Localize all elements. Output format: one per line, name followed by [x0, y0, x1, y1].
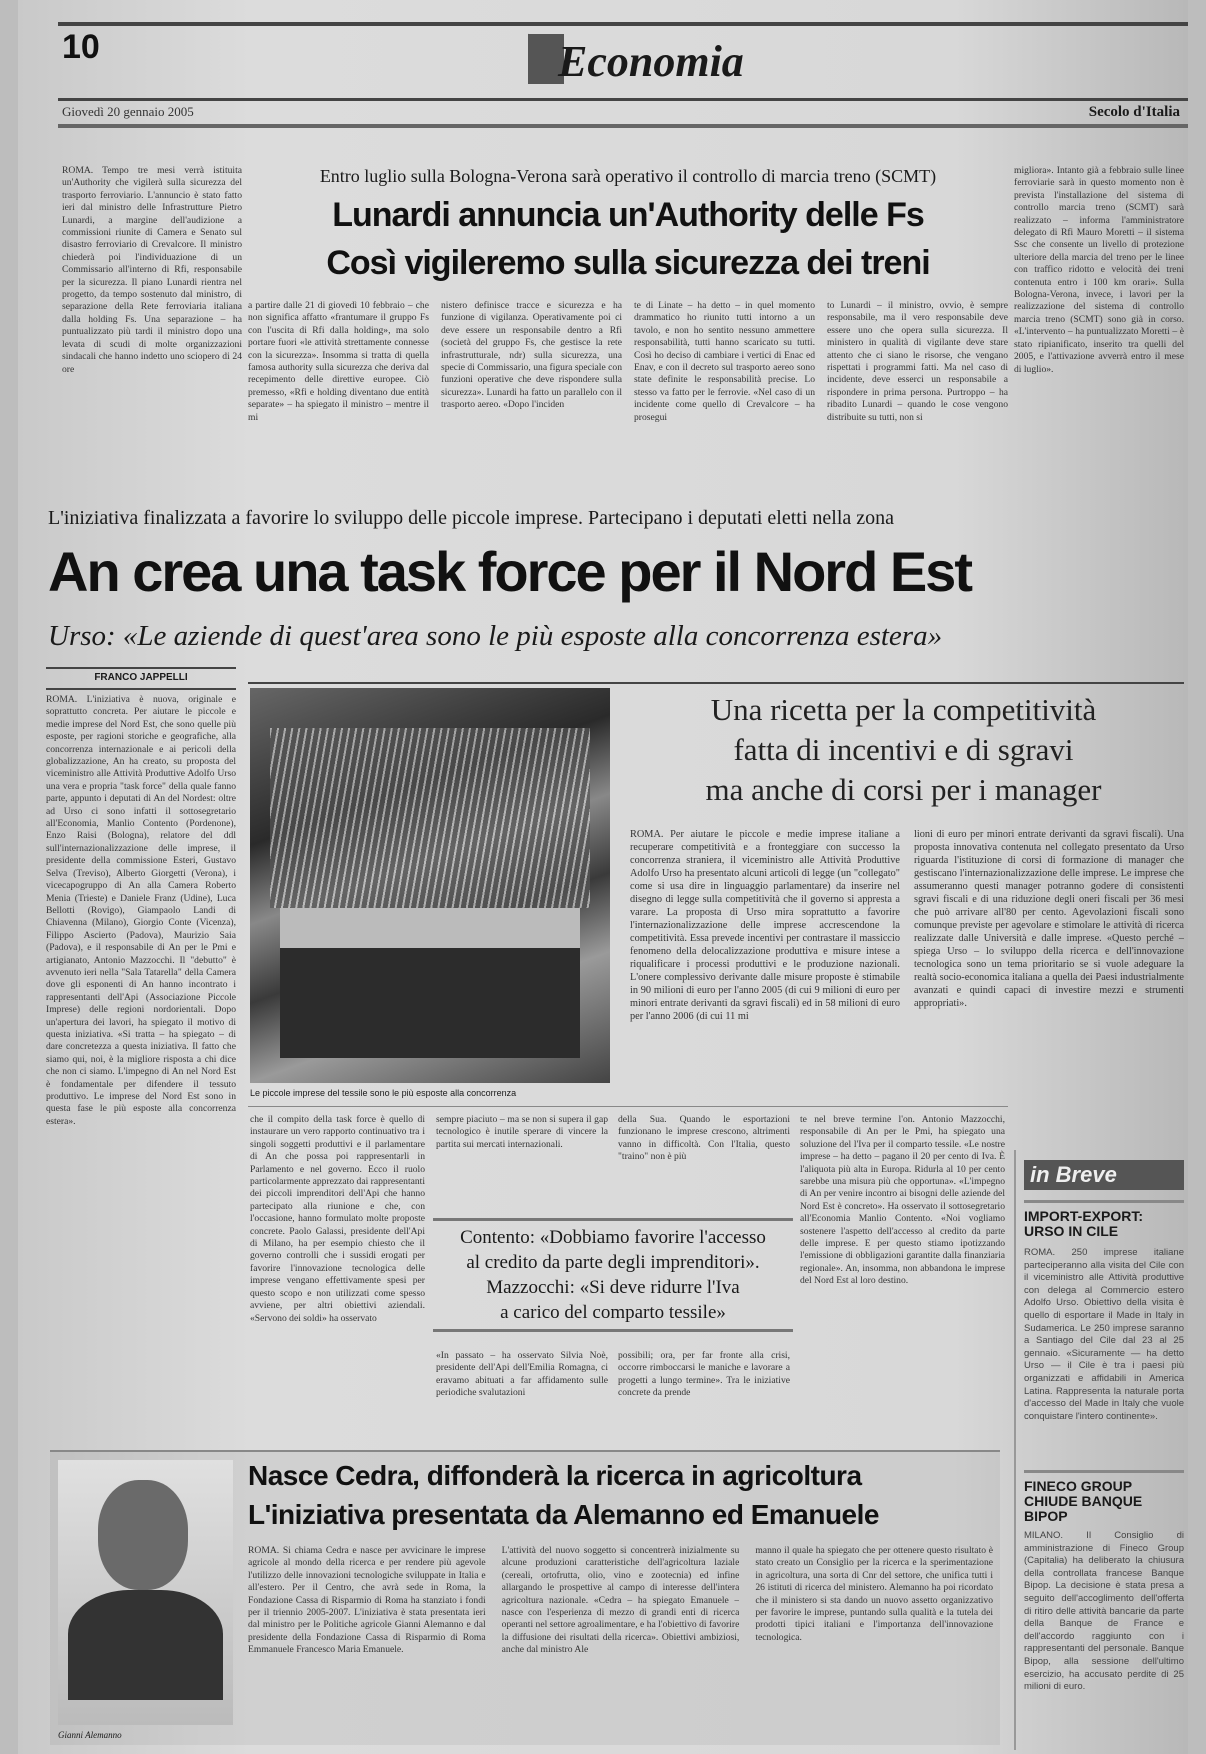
- photo-caption: Le piccole imprese del tessile sono le più esposte alla concorrenza: [250, 1088, 517, 1098]
- in-breve-sidebar: [1014, 1150, 1184, 1750]
- body-column: manno il quale ha spiegato che per ottenere questo risultato è stato creato un Consiglio per la ricerca e la sperimentazione in agricoltura, una sorta di Cnr del settore, che unifica tutti i 26 istituti di ricerca del ministero. Alemanno ha poi ricordato che il ministero si sta dando un nuovo assetto organizzativo per favorire le imprese, puntando sulla qualità e la tutela dei prodotti tipici italiani e l'importanza dell'innovazione tecnologica.: [755, 1545, 994, 1643]
- side-headline-line: fatta di incentivi e di sgravi: [733, 732, 1074, 767]
- body-column: nistero definisce tracce e sicurezza e ha funzione di vigilanza. Operativamente poi ci deve essere un responsabile dentro a Rfi (società del gruppo Fs, che gestisce la rete infrastrutturale, ndr) sulla sicurezza, una specie di Commissario, una figura speciale con funzioni operative che deve rispondere sulla sicurezza». Lunardi ha fatto un parallelo con il trasporto aereo. «Dopo l'inciden: [441, 300, 622, 411]
- top-article-body: [248, 300, 1008, 470]
- textile-factory-photo: [250, 688, 610, 1083]
- in-breve-logo: in Breve: [1024, 1160, 1184, 1190]
- pull-quote-line: Contento: «Dobbiamo favorire l'accesso: [460, 1227, 766, 1248]
- feature-rule: [248, 682, 1184, 684]
- header-rule-2: [58, 124, 1188, 128]
- side-headline-line: ma anche di corsi per i manager: [705, 772, 1102, 807]
- brief-text: MILANO. Il Consiglio di amministrazione di Fineco Group (Capitalia) ha deliberato la chiusura della controllata francese Banque Bipop. La decisione è stata presa a seguito dell'accoglimento dell'offerta di ritiro delle attività bancarie da parte della Banque de France e dell'accordo raggiunto con i rappresentanti del personale. Banque Bipop, alla sessione dell'ultimo esercizio, ha accusato perdite di 25 milioni di euro.: [1024, 1530, 1184, 1693]
- side-headline: [623, 690, 1184, 810]
- body-column: ROMA. Per aiutare le piccole e medie imprese italiane a recuperare competitività e a fronteggiare con successo la concorrenza straniera, il viceministro alle Attività Produttive Adolfo Urso ha presentato alcuni articoli di legge (un "collegato" come si usa dire in linguaggio parlamentare) da inserire nel disegno di legge sulla competitività che il governo si appresta a varare. La proposta di Urso mira soprattutto a favorire l'internazionalizzazione delle imprese accrescendone la competitività. Essa prevede incentivi per contrastare il massiccio fenomeno della delocalizzazione produttiva e misure intese a riqualificare i processi produttivi e le produzione nazionali. L'onere complessivo derivante dalle misure proposte è stimabile in 90 milioni di euro per l'anno 2005 (di cui 9 milioni di euro per minori entrate derivanti da sgravi fiscali) ed in 58 milioni di euro per l'anno 2006 (di cui 11 mi: [630, 829, 900, 1022]
- byline-rule: [46, 688, 236, 690]
- main-subtitle: Urso: «Le aziende di quest'area sono le più esposte alla concorrenza estera»: [48, 620, 943, 652]
- body-column: possibili; ora, per far fronte alla crisi, occorre rimboccarsi le maniche e lavorare a progetti a lungo termine». Tra le iniziative concrete da prende: [618, 1350, 790, 1399]
- header-rule: [58, 98, 1188, 101]
- main-kicker: L'iniziativa finalizzata a favorire lo sviluppo delle piccole imprese. Partecipano i deputati eletti nella zona: [48, 507, 895, 529]
- side-article-body: [630, 828, 1184, 1088]
- section-title: [528, 34, 744, 84]
- body-column: a partire dalle 21 di giovedì 10 febbraio – che non significa affatto «frantumare il gruppo Fs con l'uscita di Rfi dalla holding», ma solo portare fuori «le attività strettamente connesse con la sicurezza». Insomma si tratta di quella famosa authority sulla sicurezza che deriva dal recepimento delle direttive europee. Ciò premesso, «Rfi e holding diventano due entità separate» – ha spiegato il ministro – mentre il mi: [248, 300, 429, 423]
- body-column: lioni di euro per minori entrate derivanti da sgravi fiscali). Una proposta innovativa contenuta nel collegato presentato da Urso riguarda l'istituzione di corsi di formazione di manager che gestiscano l'internazionalizzazione delle imprese. Le imprese che assumeranno questi manager potranno godere di consistenti sgravi fiscali e di una riduzione degli oneri fiscali per 36 mesi che può arrivare all'80 per cento. Agevolazioni fiscali sono comunque previste per agevolare e stimolare le attività di ricerca realizzate dalle Università e dalle imprese. «Questo perché – spiega Urso – lo sviluppo della ricerca e dell'innovazione tecnologica sono un tema prioritario se si vuole adeguare la realtà socio-economica italiana a quella dei Paesi industrialmente avanzati e quindi capaci di investire mezzi e strumenti appropriati».: [914, 829, 1184, 1009]
- body-column: della Sua. Quando le esportazioni funzionano le imprese crescono, altrimenti vanno in difficoltà. Con l'Italia, questo "traino" non è più: [618, 1114, 790, 1163]
- pull-quote-line: al credito da parte degli imprenditori».: [466, 1252, 760, 1273]
- top-article-kicker: Entro luglio sulla Bologna-Verona sarà operativo il controllo di marcia treno (SCMT): [319, 166, 937, 186]
- bottom-article-body: [248, 1545, 993, 1740]
- top-article-headline-2: Così vigileremo sulla sicurezza dei treni: [326, 244, 930, 282]
- pull-quote-box: [433, 1218, 793, 1332]
- body-column: to Lunardi – il ministro, ovvio, è sempre responsabile, ma il vero responsabile deve essere uno che operа sulla sicurezza. Il ministero in qualità di vigilante deve stare attento che ci siano le risorse, che vengano rispettati i programmi fatti. Ma nel caso di incidente, deve esserci un responsabile a rispondere in prima persona. Purtroppo – ha ribadito Lunardi – quando le cose vengono distribuite su tutti, non si: [827, 300, 1008, 423]
- body-column: ROMA. Si chiama Cedra e nasce per avvicinare le imprese agricole al mondo della ricerca e per rendere più agevole l'utilizzo delle innovazioni tecnologiche sviluppate in Italia e all'estero. Per il Centro, che avrà sede in Roma, la Fondazione Cassa di Risparmio di Roma ha stanziato i fondi per il triennio 2005-2007. L'iniziativa è stata presentata ieri dal ministro per le Politiche agricole Gianni Alemanno e dal presidente della Fondazione Cassa di Risparmio di Roma Emmanuele Francesco Maria Emanuele.: [248, 1545, 486, 1656]
- section-name: Economia: [558, 37, 744, 86]
- alemanno-portrait-photo: [58, 1460, 233, 1725]
- pull-quote-line: a carico del comparto tessile»: [500, 1302, 726, 1323]
- section-divider: [248, 1106, 1008, 1107]
- brief-text: ROMA. 250 imprese italiane parteciperanno alla visita del Cile con il viceministro alle Attività produttive con delega al Commercio estero Adolfo Urso. Obiettivo della visita è quello di esportare il Made in Italy in Sudamerica. Le 250 imprese saranno a Santiago del Cile dal 23 al 25 gennaio. «Sicuramente — ha detto Urso — il Cile è tra i paesi più organizzati e affidabili in America Latina. Rappresenta la naturale porta d'accesso del Made in Italy che vuole conquistare l'intero continente».: [1024, 1247, 1184, 1422]
- pull-quote-line: Mazzocchi: «Si deve ridurre l'Iva: [486, 1277, 740, 1298]
- top-article-left-column: ROMA. Tempo tre mesi verrà istituita un'Authority che vigilerà sulla sicurezza del trasporto ferroviario. L'annuncio è stato fatto ieri dal ministro delle Infrastrutture Pietro Lunardi, a margine dell'audizione a commissioni riunite di Camera e Senato sul disastro ferroviario di Crevalcore. Il ministro chiederà poi l'individuazione di un Commissario all'interno di Rfi, responsabile per la sicurezza. Il piano Lunardi rientra nel progetto, da tempo sostenuto dal ministro, di separazione della Rete ferroviaria italiana dalla holding Fs. Una separazione – ha puntualizzato più tardi il ministro dopo una levata di scudi di molte organizzazioni sindacali che hanno indetto uno sciopero di 24 ore: [62, 165, 242, 375]
- body-column: che il compito della task force è quello di instaurare un vero rapporto continuativo tra i singoli soggetti produttivi e il parlamentare di An che possa poi rappresentarli in Parlamento e nel governo. Ecco il ruolo particolarmente apprezzato dai rappresentanti dei piccoli imprenditori dell'Api che hanno partecipato alla riunione e che, con l'occasione, hanno formulato molte proposte concrete. Paolo Galassi, presidente dell'Api di Milano, ha per esempio chiesto che il governo controlli che i sussidi erogati per favorire l'innovazione tecnologica delle imprese vengano effettivamente spesi per questo scopo e non utilizzati come spesso avviene, per altri obiettivi aziendali. «Servono dei soldi» ha osservato: [250, 1114, 425, 1324]
- newspaper-page: [18, 0, 1188, 1754]
- main-headline: An crea una task force per il Nord Est: [48, 540, 971, 603]
- top-rule: [58, 22, 1188, 26]
- byline: FRANCO JAPPELLI: [94, 672, 188, 683]
- body-column: te di Linate – ha detto – in quel momento drammatico ho riunito tutti intorno a un tavolo, e non ho sentito nessuno ammettere responsabilità, tutti hanno scaricato su tutti. Così ho deciso di cambiare i vertici di Enac ed Enav, e con il decreto sul trasporto aereo sono state definite le responsabilità precise. Lo stesso va fatto per le ferrovie. «Nel caso di un incidente come quello di Crevalcore – ha prosegui: [634, 300, 815, 423]
- byline-rule: [46, 667, 236, 669]
- top-article-headline-1: Lunardi annuncia un'Authority delle Fs: [332, 196, 924, 234]
- bottom-headline-1: Nasce Cedra, diffonderà la ricerca in agricoltura: [248, 1460, 862, 1491]
- brief-title: FINECO GROUP CHIUDE BANQUE BIPOP: [1024, 1478, 1143, 1524]
- brief-title: IMPORT-EXPORT: URSO IN CILE: [1024, 1208, 1144, 1239]
- main-left-column: ROMA. L'iniziativa è nuova, originale e soprattutto concreta. Per aiutare le piccole e medie imprese del Nord Est, che sono quelle più esposte, per ragioni storiche e geografiche, alla concorrenza internazionale e ai pericoli della globalizzazione, An ha creato, su proposta del viceministro alle Attività Produttive Adolfo Urso una vera e propria "task force" della quale fanno parte, appunto i deputati di An del Nordest: oltre ad Urso ci sono infatti il sottosegretario all'Economia, Manlio Contento (Pordenone), Enzo Raisi (Bologna), relatore del ddl sull'internazionalizzazione delle imprese, il presidente della commissione Esteri, Gustavo Selva (Treviso), Alberto Giorgetti (Verona), i vicecapogruppo di An alla Camera Roberto Menia (Trieste) e Daniele Franz (Udine), Luca Bellotti (Rovigo), Giampaolo Landi di Chiavenna (Milano), Giorgio Conte (Vicenza), Filippo Ascierto (Padova), Maurizio Saia (Padova), e il responsabile di An per le Pmi e artigianato, Antonio Mazzocchi. Il "debutto" è avvenuto ieri nella "Sala Tatarella" della Camera dove gli esponenti di An hanno incontrato i rappresentanti dell'Api (Associazione Piccole Imprese) delle regioni nordorientali. Dopo un'apertura dei lavori, ha spiegato il motivo di questa iniziativa. «Si tratta – ha spiegato – di dare concretezza a questa iniziativa. Il fatto che siamo qui, noi, è la migliore risposta a chi dice che non ci siamo. L'impegno di An nel Nord Est è fondamentale per difendere il tessuto produttivo. Le imprese del Nord Est sono in questa fase le più esposte alla concorrenza estera».: [46, 694, 236, 1127]
- body-column: te nel breve termine l'on. Antonio Mazzocchi, responsabile di An per le Pmi, ha spiegato una soluzione del l'Iva per il comparto tessile. «Le nostre imprese – ha detto – pagano il 20 per cento di Iva. È l'aliquota più alta in Europa. Ridurla al 10 per cento sarebbe una misura più che opportuna». «L'impegno di An per venire incontro ai bisogni delle aziende del Nord Est è concreto». Ha osservato il sottosegretario all'Economia Manlio Contento. «Noi vogliamo sostenere l'aspetto dell'accesso al credito da parte delle imprese. E per questo stiamo ipotizzando l'emissione di obbligazioni garantite dalla finanziaria regionale». An, insomma, non abbandona le imprese del Nord Est al loro destino.: [800, 1114, 1005, 1287]
- bottom-headline-2: L'iniziativa presentata da Alemanno ed Emanuele: [248, 1499, 879, 1530]
- page-number: 10: [62, 28, 100, 66]
- body-column: «In passato – ha osservato Silvia Noè, presidente dell'Api dell'Emilia Romagna, ci eravamo abituati a far affidamento sulle periodiche svalutazioni: [436, 1350, 608, 1399]
- section-initial-block: E: [528, 34, 564, 84]
- top-article-right-column: migliora». Intanto già a febbraio sulle linee ferroviarie sarà in questo momento non è prevista l'installazione del sistema di controllo marcia treno (SCMT) sarà realizzato – informa l'amministratore delegato di Rfi Mauro Moretti – il sistema Ssc che consente un livello di protezione ulteriore della marcia del treno per le linee con traffico ridotto e velocità dei treni contenuta entro i 100 km orari». Sulla Bologna-Verona, invece, i lavori per la realizzazione del sistema di controllo marcia treno (SCMT) sono già in corso. «L'intervento – ha puntualizzato Moretti – è stato ripianificato, inserito tra quelli del 2005, e l'attivazione avverrà entro il mese di luglio».: [1014, 165, 1184, 375]
- body-column: L'attività del nuovo soggetto si concentrerà inizialmente su alcune produzioni caratteristiche dell'agricoltura laziale (cereali, ortofrutta, olio, vino e zootecnia) ed infine allargando le prospettive al campo di interesse dell'intera agricoltura nazionale. «Cedra – ha spiegato Emanuele – nasce con l'esperienza di mezzo di grandi enti di ricerca operanti nel settore agroalimentare, e ha l'obiettivo di favorire la diffusione dei risultati della ricerca». Obiettivi ambiziosi, anche dal ministro Ale: [501, 1545, 740, 1656]
- body-column: sempre piaciuto – ma se non si supera il gap tecnologico è inutile sperare di vincere la partita sui mercati internazionali.: [436, 1114, 608, 1150]
- paper-name: Secolo d'Italia: [1088, 104, 1180, 120]
- portrait-caption: Gianni Alemanno: [58, 1730, 122, 1740]
- side-headline-line: Una ricetta per la competitività: [710, 692, 1097, 727]
- date: Giovedì 20 gennaio 2005: [62, 104, 194, 119]
